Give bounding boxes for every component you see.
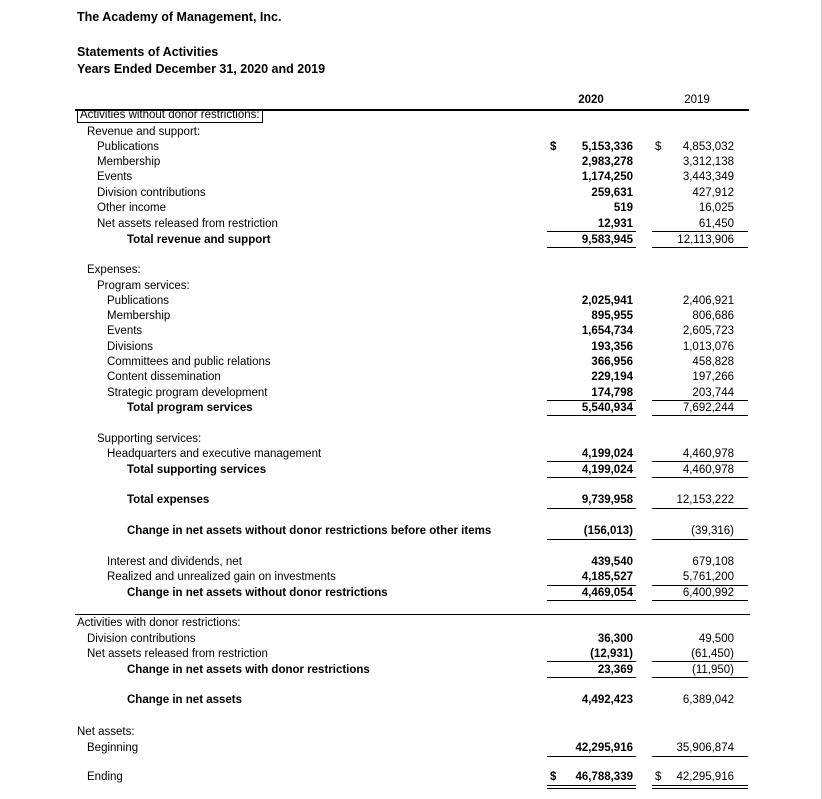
program-item-label: Strategic program development	[107, 387, 268, 399]
net-assets-beginning-2019: 35,906,874	[676, 742, 734, 754]
revenue-item-label: Events	[97, 171, 133, 183]
subtotal-rule-2020	[547, 461, 636, 462]
total-supporting-2020: 4,199,024	[581, 464, 633, 476]
statement-period: Years Ended December 31, 2020 and 2019	[77, 62, 326, 76]
currency-symbol: $	[550, 771, 557, 783]
program-item-2019: 197,266	[692, 371, 734, 383]
revenue-item-label: Publications	[97, 141, 160, 153]
program-item-2020: 229,194	[591, 371, 633, 383]
change-net-assets-2020: 4,492,423	[581, 694, 633, 706]
change-with-restrictions-label: Change in net assets with donor restrictions	[127, 664, 370, 676]
other-item-label: Interest and dividends, net	[107, 556, 242, 568]
total-rule-2019	[652, 600, 748, 601]
total-expenses-label: Total expenses	[127, 494, 210, 506]
total-expenses-2019: 12,153,222	[676, 494, 734, 506]
program-item-label: Events	[107, 325, 143, 337]
section-heading-with-restrictions: Activities with donor restrictions:	[77, 617, 241, 629]
revenue-item-2020: 12,931	[597, 218, 633, 230]
other-item-2020: 4,185,527	[581, 571, 633, 583]
change-net-assets-2019: 6,389,042	[682, 694, 734, 706]
net-assets-heading: Net assets:	[77, 726, 135, 738]
with-restrictions-item-2020: 36,300	[597, 633, 633, 645]
total-rule-2019	[652, 477, 748, 478]
other-item-2019: 5,761,200	[682, 571, 734, 583]
total-rule-2019	[652, 508, 748, 509]
revenue-item-2020: 5,153,336	[581, 141, 633, 153]
revenue-item-label: Other income	[97, 202, 167, 214]
total-supporting-label: Total supporting services	[127, 464, 267, 476]
total-rule-2019	[652, 677, 748, 678]
total-rule-2019	[652, 415, 748, 416]
change-with-restrictions-2020: 23,369	[597, 664, 633, 676]
program-item-2020: 366,956	[591, 356, 633, 368]
total-expenses-2020: 9,739,958	[581, 494, 633, 506]
subtotal-rule-2019	[652, 461, 748, 462]
revenue-item-2019: 427,912	[692, 187, 734, 199]
total-rule-2019	[652, 539, 748, 540]
total-rule-2020	[547, 508, 636, 509]
double-rule-2019	[652, 785, 748, 789]
change-without-restrictions-label: Change in net assets without donor restrictions	[127, 587, 388, 599]
revenue-item-2019: 61,450	[698, 218, 734, 230]
total-revenue-label: Total revenue and support	[127, 234, 271, 246]
subtotal-rule-2019	[652, 231, 748, 232]
program-item-label: Committees and public relations	[107, 356, 271, 368]
supporting-item-label: Headquarters and executive management	[107, 448, 322, 460]
supporting-item-2020: 4,199,024	[581, 448, 633, 460]
change-before-other-items-2019: (39,316)	[691, 525, 734, 537]
double-rule-2020	[547, 785, 636, 789]
program-item-2019: 458,828	[692, 356, 734, 368]
column-header-2019: 2019	[684, 94, 710, 106]
revenue-item-2020: 1,174,250	[581, 171, 633, 183]
change-before-other-items-2020: (156,013)	[583, 525, 633, 537]
program-item-2019: 2,406,921	[682, 295, 734, 307]
program-item-2019: 2,605,723	[682, 325, 734, 337]
total-rule-2020	[547, 477, 636, 478]
total-rule-2019	[652, 247, 748, 248]
subtotal-rule-2019	[652, 756, 748, 757]
with-restrictions-item-2019: (61,450)	[691, 648, 734, 660]
change-with-restrictions-2019: (11,950)	[692, 664, 734, 676]
program-item-2020: 1,654,734	[581, 325, 633, 337]
currency-symbol: $	[550, 141, 557, 153]
revenue-item-2020: 519	[613, 202, 633, 214]
total-rule-2020	[547, 539, 636, 540]
statement-title: Statements of Activities	[77, 45, 219, 59]
program-item-label: Divisions	[107, 341, 154, 353]
program-services-heading: Program services:	[97, 280, 190, 292]
net-assets-ending-2020: 46,788,339	[575, 771, 633, 783]
supporting-item-2019: 4,460,978	[682, 448, 734, 460]
total-rule-2020	[547, 600, 636, 601]
program-item-label: Membership	[107, 310, 171, 322]
total-rule-2020	[547, 247, 636, 248]
program-item-2019: 203,744	[692, 387, 734, 399]
revenue-item-2019: 4,853,032	[682, 141, 734, 153]
total-supporting-2019: 4,460,978	[682, 464, 734, 476]
program-item-label: Content dissemination	[107, 371, 221, 383]
subtotal-rule-2020	[547, 231, 636, 232]
subtotal-rule-2019	[652, 661, 748, 662]
total-rule-2020	[547, 677, 636, 678]
revenue-item-label: Membership	[97, 156, 161, 168]
currency-symbol: $	[655, 771, 662, 783]
program-item-2020: 174,798	[591, 387, 633, 399]
subtotal-rule-2020	[547, 756, 636, 757]
section-divider	[75, 614, 750, 615]
change-without-restrictions-2019: 6,400,992	[682, 587, 734, 599]
revenue-item-2019: 3,312,138	[682, 156, 734, 168]
with-restrictions-item-label: Division contributions	[87, 633, 196, 645]
total-revenue-2020: 9,583,945	[581, 234, 633, 246]
change-before-other-items-label: Change in net assets without donor restrictions before other items	[127, 525, 492, 537]
with-restrictions-item-2019: 49,500	[698, 633, 734, 645]
revenue-item-2020: 2,983,278	[581, 156, 633, 168]
program-item-2020: 193,356	[591, 341, 633, 353]
program-item-2020: 2,025,941	[581, 295, 633, 307]
net-assets-ending-label: Ending	[87, 771, 123, 783]
revenue-item-2019: 3,443,349	[682, 171, 734, 183]
program-item-2020: 895,955	[591, 310, 633, 322]
revenue-item-2020: 259,631	[591, 187, 633, 199]
revenue-item-label: Net assets released from restriction	[97, 218, 278, 230]
with-restrictions-item-2020: (12,931)	[590, 648, 633, 660]
net-assets-beginning-2020: 42,295,916	[575, 742, 633, 754]
total-program-label: Total program services	[127, 402, 253, 414]
other-item-2019: 679,108	[692, 556, 734, 568]
revenue-item-2019: 16,025	[698, 202, 734, 214]
change-without-restrictions-2020: 4,469,054	[581, 587, 633, 599]
program-item-2019: 1,013,076	[682, 341, 734, 353]
column-header-2020: 2020	[578, 94, 604, 106]
with-restrictions-item-label: Net assets released from restriction	[87, 648, 268, 660]
company-name: The Academy of Management, Inc.	[77, 10, 282, 24]
total-program-2020: 5,540,934	[581, 402, 633, 414]
change-net-assets-label: Change in net assets	[127, 694, 243, 706]
supporting-services-heading: Supporting services:	[97, 433, 202, 445]
revenue-heading: Revenue and support:	[87, 126, 201, 138]
column-rule-2020	[547, 109, 636, 110]
net-assets-ending-2019: 42,295,916	[676, 771, 734, 783]
subtotal-rule-2020	[547, 661, 636, 662]
currency-symbol: $	[655, 141, 662, 153]
section-heading-without-restrictions: Activities without donor restrictions:	[77, 109, 263, 123]
other-item-2020: 439,540	[591, 556, 633, 568]
expenses-heading: Expenses:	[87, 264, 141, 276]
total-rule-2020	[547, 415, 636, 416]
net-assets-beginning-label: Beginning	[87, 742, 139, 754]
other-item-label: Realized and unrealized gain on investments	[107, 571, 336, 583]
revenue-item-label: Division contributions	[97, 187, 206, 199]
total-revenue-2019: 12,113,906	[677, 234, 734, 246]
program-item-2019: 806,686	[692, 310, 734, 322]
total-program-2019: 7,692,244	[682, 402, 734, 414]
program-item-label: Publications	[107, 295, 170, 307]
